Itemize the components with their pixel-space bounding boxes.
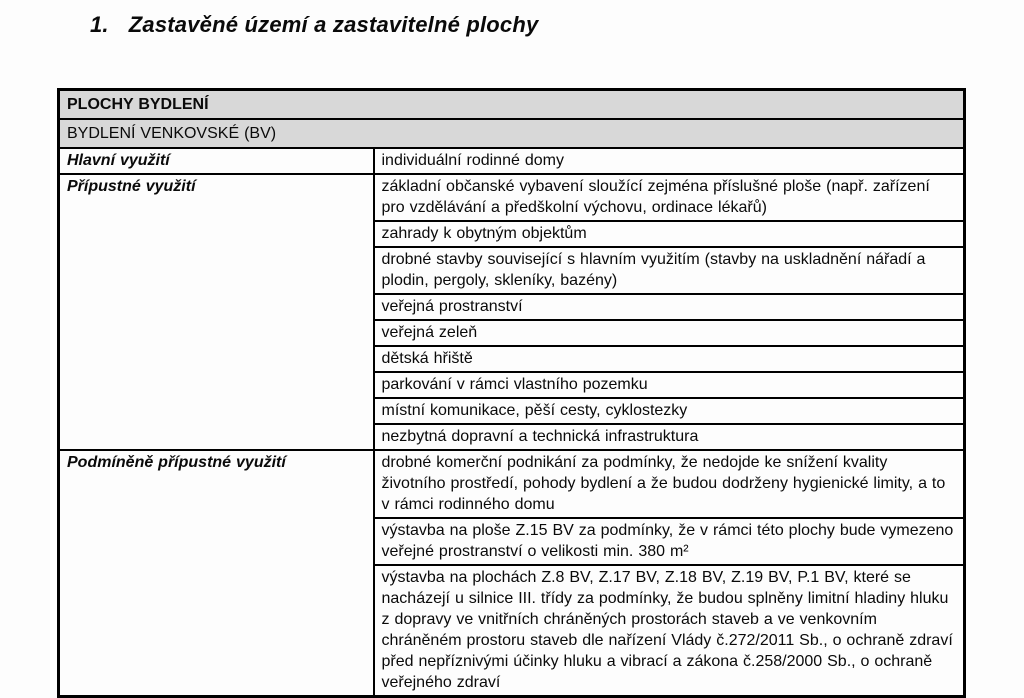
section-label-podminene-pripustne-vyuziti: Podmíněně přípustné využití <box>59 450 374 697</box>
use-item: dětská hřiště <box>374 346 965 372</box>
use-item: výstavba na plochách Z.8 BV, Z.17 BV, Z.18 BV, Z.19 BV, P.1 BV, které se nacházejí u silnice III. třídy za podmínky, že budou splněny limitní hladiny hluku z dopravy ve vnitřních chráněných prostorách staveb a ve venkovním chráněném prostoru staveb dle nařízení Vlády č.272/2011 Sb., o ochraně zdraví před nepříznivými účinky hluku a vibrací a zákona č.258/2000 Sb., o ochraně veřejného zdraví <box>374 565 965 697</box>
use-item: základní občanské vybavení sloužící zejména příslušné ploše (např. zařízení pro vzdělávání a předškolní výchovu, ordinace lékařů) <box>374 174 965 221</box>
use-item: drobné komerční podnikání za podmínky, že nedojde ke snížení kvality životního prostředí, pohody bydlení a že budou dodrženy hygienické limity, a to v rámci rodinného domu <box>374 450 965 518</box>
table-row <box>59 148 965 174</box>
use-item: drobné stavby související s hlavním využitím (stavby na uskladnění nářadí a plodin, pergoly, skleníky, bazény) <box>374 247 965 294</box>
section-label-hlavni-vyuziti: Hlavní využití <box>59 148 374 174</box>
table-header-row-plochy-bydleni <box>59 90 965 120</box>
use-item: veřejná zeleň <box>374 320 965 346</box>
page-title-number: 1. <box>90 12 109 37</box>
table-header-row-bydleni-venkovske <box>59 119 965 148</box>
header-band-bydleni-venkovske: BYDLENÍ VENKOVSKÉ (BV) <box>59 119 965 148</box>
use-item: veřejná prostranství <box>374 294 965 320</box>
use-item: místní komunikace, pěší cesty, cyklostezky <box>374 398 965 424</box>
use-item: individuální rodinné domy <box>374 148 965 174</box>
use-item: nezbytná dopravní a technická infrastruktura <box>374 424 965 450</box>
page-title-text: Zastavěné území a zastavitelné plochy <box>128 12 539 37</box>
zoning-table <box>57 88 966 698</box>
section-label-pripustne-vyuziti: Přípustné využití <box>59 174 374 450</box>
table-row <box>59 450 965 518</box>
use-item: výstavba na ploše Z.15 BV za podmínky, že v rámci této plochy bude vymezeno veřejné prostranství o velikosti min. 380 m² <box>374 518 965 565</box>
page-title <box>90 12 538 38</box>
header-band-plochy-bydleni: PLOCHY BYDLENÍ <box>59 90 965 120</box>
use-item: parkování v rámci vlastního pozemku <box>374 372 965 398</box>
use-item: zahrady k obytným objektům <box>374 221 965 247</box>
table-row <box>59 174 965 221</box>
